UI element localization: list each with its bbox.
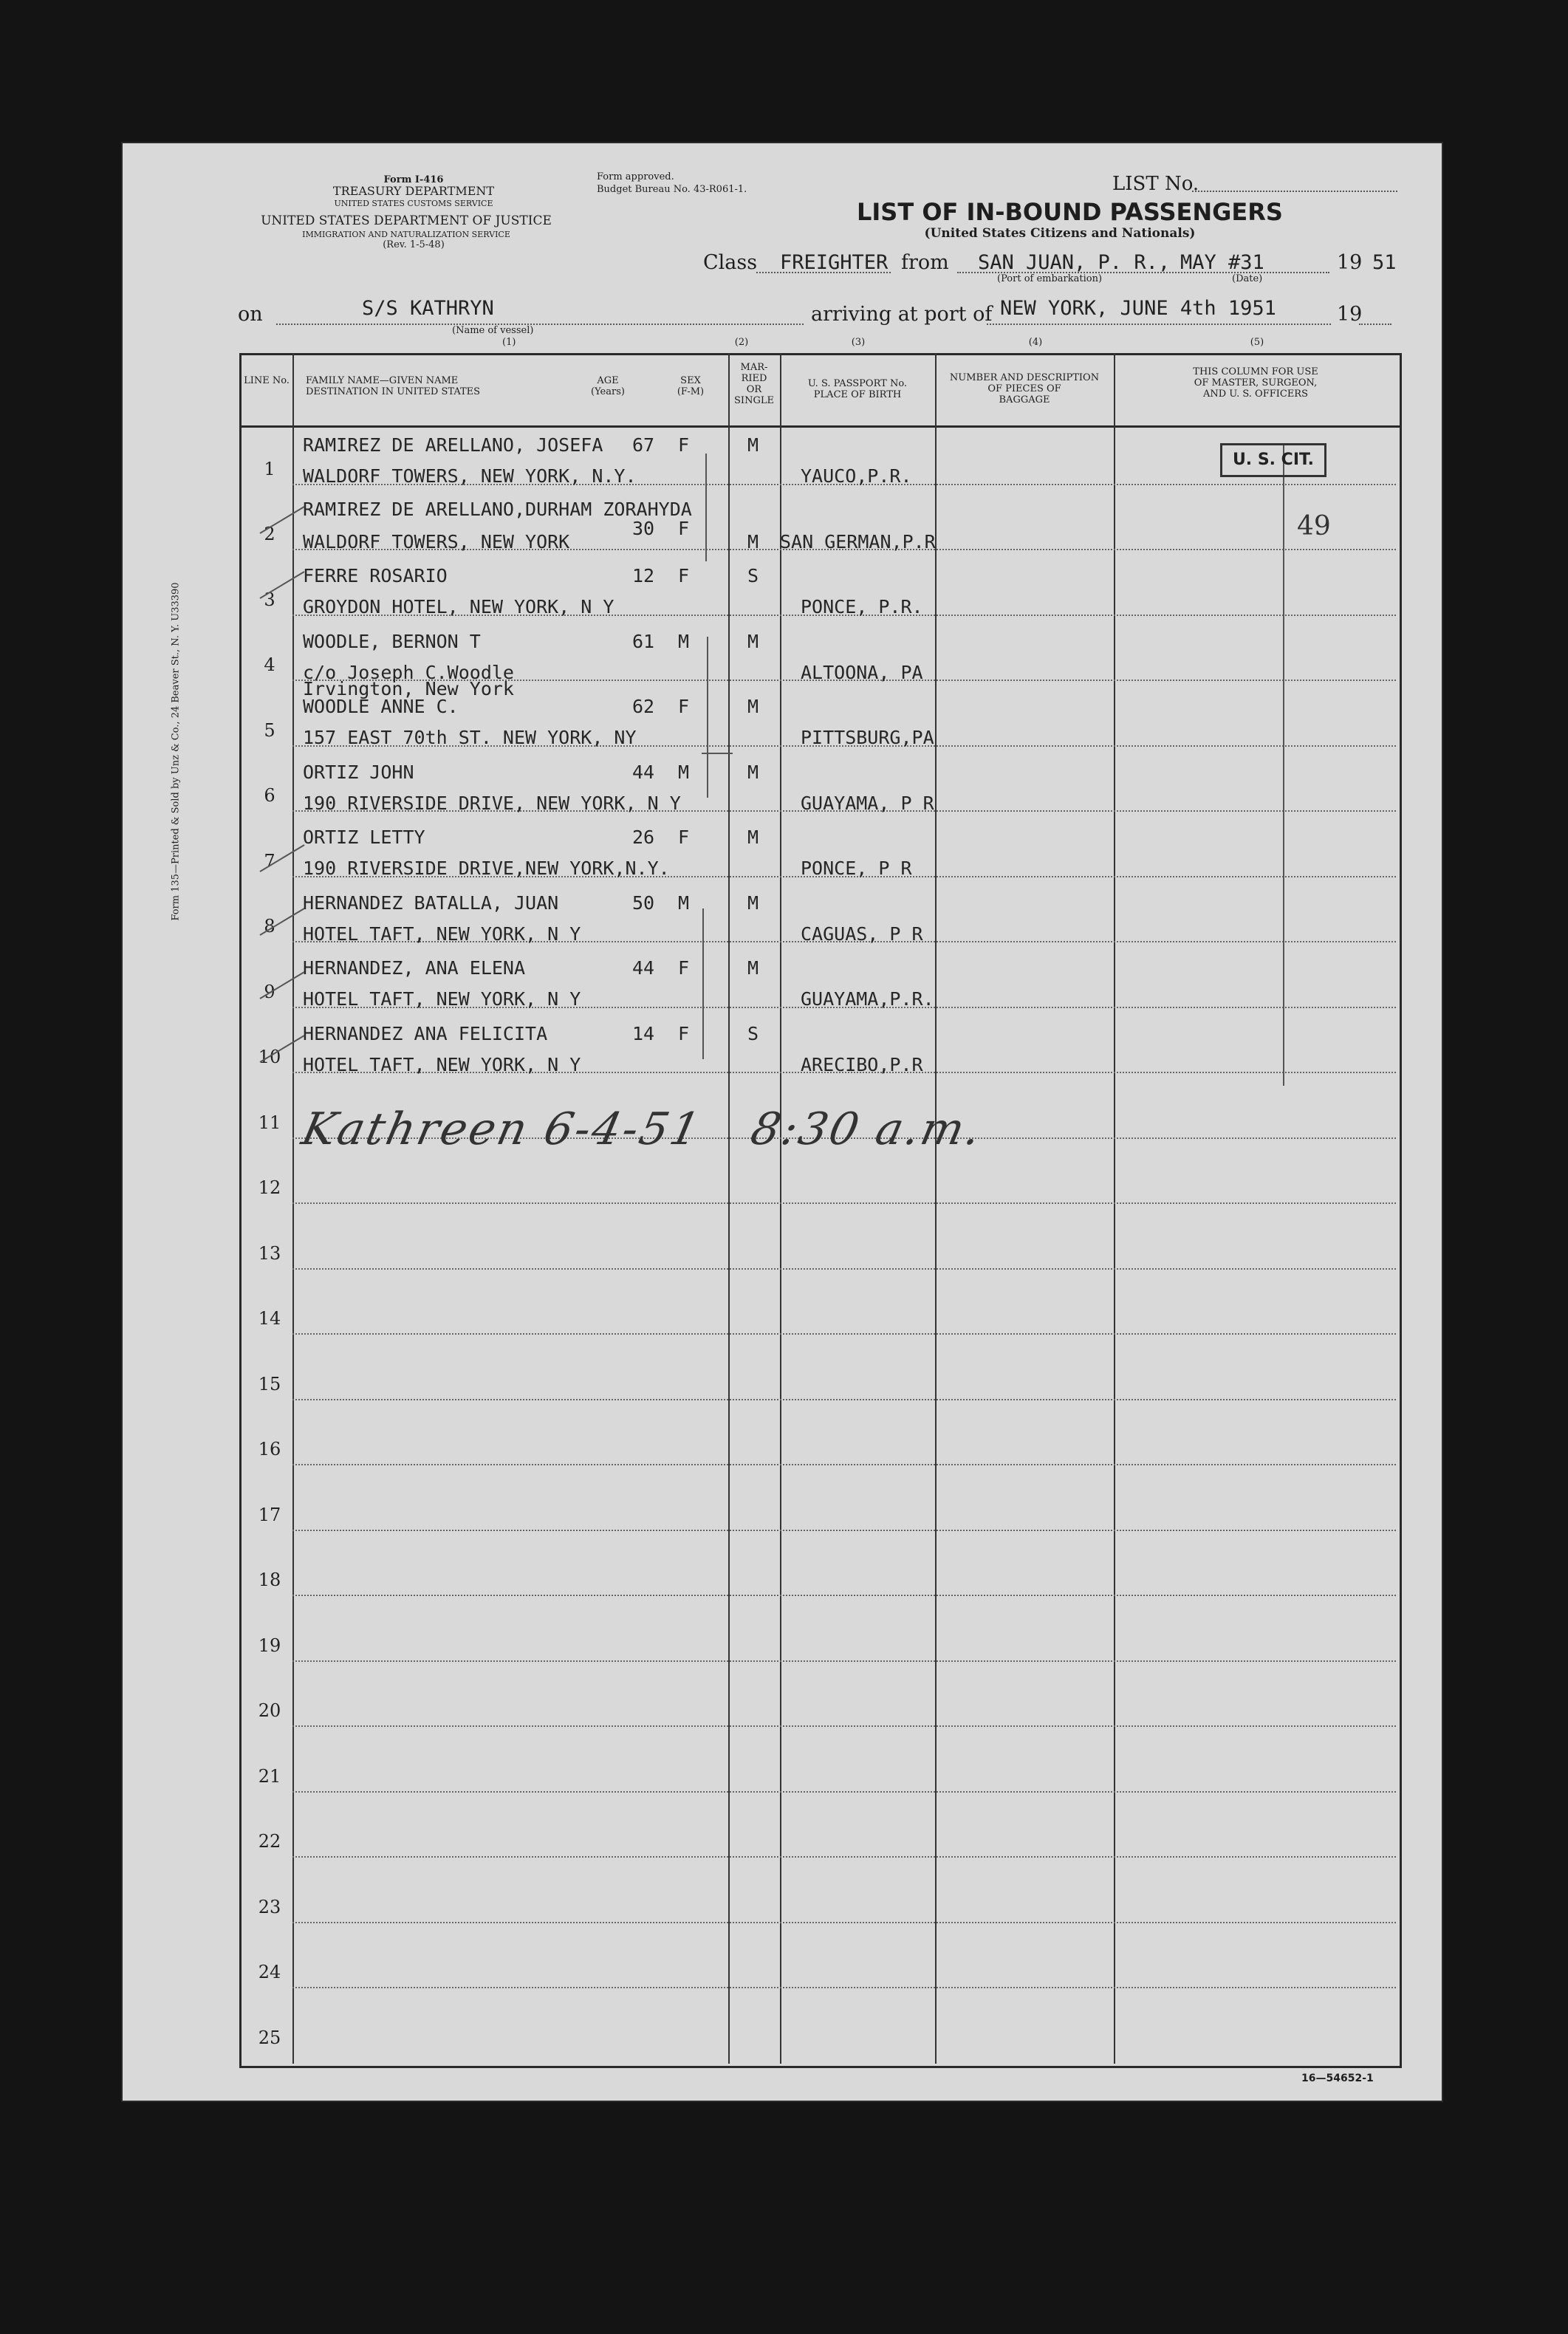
col-num-2: (2) [734,337,749,348]
passenger-age: 44 [632,761,655,783]
passenger-destination: GROYDON HOTEL, NEW YORK, N Y [303,596,614,617]
passenger-age: 26 [632,827,655,848]
arrival-value[interactable]: NEW YORK, JUNE 4th 1951 [1000,297,1276,320]
passenger-age: 14 [632,1022,655,1044]
passenger-age: 61 [632,630,655,652]
line-number: 5 [264,719,275,741]
passenger-sex: F [678,827,690,848]
passenger-birthplace: PONCE, P.R. [801,596,923,617]
passenger-name: WOODLE, BERNON T [303,630,481,652]
line-number: 6 [264,785,275,806]
line-number: 21 [258,1765,281,1787]
line-number: 18 [258,1570,281,1590]
line-number: 22 [258,1831,281,1852]
date-note: (Date) [1232,273,1263,284]
passenger-sex: M [678,761,690,783]
passenger-age: 50 [632,891,655,914]
col-num-5: (5) [1250,337,1264,348]
passenger-destination: WALDORF TOWERS, NEW YORK [303,530,570,552]
passenger-sex: M [678,630,690,652]
col-num-3: (3) [851,337,866,348]
form-subtitle: (United States Citizens and Nationals) [924,226,1196,241]
date-value[interactable]: MAY #31 [1180,251,1264,274]
passenger-birthplace: GUAYAMA,P.R. [801,988,934,1010]
arriving-label: arriving at port of [811,303,993,326]
passenger-destination: HOTEL TAFT, NEW YORK, N Y [303,923,581,945]
line-number: 4 [264,654,275,675]
passenger-name: ORTIZ JOHN [303,761,414,783]
passenger-destination: Irvington, New York [303,677,514,699]
passenger-marital: M [747,761,759,783]
budget-bureau: Budget Bureau No. 43-R061-1. [597,184,747,195]
passenger-birthplace: PONCE, P R [801,858,912,879]
passenger-destination: 190 RIVERSIDE DRIVE,NEW YORK,N.Y. [303,858,670,879]
passenger-sex: F [678,696,690,717]
line-number: 23 [258,1896,281,1917]
passenger-name: WOODLE ANNE C. [303,696,459,717]
passenger-name: RAMIREZ DE ARELLANO, JOSEFA [303,434,603,456]
handwritten-signature: Kathreen 6-4-51 [297,1103,707,1155]
from-value[interactable]: SAN JUAN, P. R., [978,251,1171,274]
passenger-marital: M [747,827,759,848]
passenger-age: 62 [632,696,655,717]
dept-ins: IMMIGRATION AND NATURALIZATION SERVICE [302,230,510,239]
passenger-destination: HOTEL TAFT, NEW YORK, N Y [303,1053,581,1075]
line-number: 24 [258,1962,281,1982]
header-line-no: LINE No. [244,375,290,386]
line-number: 8 [264,916,275,937]
passenger-birthplace: SAN GERMAN,P.R [780,530,936,552]
form-approved: Form approved. [597,171,674,182]
passenger-name: HERNANDEZ, ANA ELENA [303,957,526,979]
passenger-name: ORTIZ LETTY [303,827,425,848]
passenger-marital: M [747,891,759,914]
line-number: 14 [258,1308,281,1329]
passenger-birthplace: YAUCO,P.R. [801,465,912,487]
passenger-marital: M [747,530,759,552]
passenger-sex: F [678,1022,690,1044]
header-married: MAR- RIED OR SINGLE [734,362,774,406]
passenger-age: 12 [632,565,655,586]
header-sex: SEX (F-M) [677,375,705,397]
arrival-year-prefix: 19 [1337,303,1363,326]
passenger-destination: 157 EAST 70th ST. NEW YORK, NY [303,727,637,748]
line-number: 20 [258,1700,281,1721]
dept-justice: UNITED STATES DEPARTMENT OF JUSTICE [261,213,552,228]
line-number: 10 [258,1047,281,1067]
form-number: Form I-416 [383,174,444,185]
dept-treasury: TREASURY DEPARTMENT [332,184,495,198]
line-number: 16 [258,1439,281,1459]
embark-note: (Port of embarkation) [997,273,1103,284]
passenger-sex: F [678,565,690,586]
line-number: 3 [264,589,275,610]
line-number: 25 [258,2027,281,2048]
vessel-note: (Name of vessel) [452,325,534,336]
header-passport: U. S. PASSPORT No. PLACE OF BIRTH [807,378,908,400]
passenger-name: FERRE ROSARIO [303,565,448,586]
line-number: 15 [258,1373,281,1394]
col-num-4: (4) [1028,337,1043,348]
from-label: from [901,251,949,274]
form-revision: (Rev. 1-5-48) [383,239,445,250]
passenger-name: HERNANDEZ BATALLA, JUAN [303,891,559,914]
dept-customs: UNITED STATES CUSTOMS SERVICE [334,199,493,208]
header-baggage: NUMBER AND DESCRIPTION OF PIECES OF BAGGAGE [949,372,1100,405]
year-value[interactable]: 51 [1372,251,1397,274]
line-number: 9 [264,981,275,1002]
passenger-destination: HOTEL TAFT, NEW YORK, N Y [303,988,581,1010]
handwritten-time: 8:30 a.m. [746,1103,988,1155]
line-number: 11 [258,1112,281,1133]
line-number: 12 [258,1177,281,1198]
passenger-marital: S [747,565,759,586]
form-title: LIST OF IN-BOUND PASSENGERS [857,198,1283,226]
passenger-marital: M [747,630,759,652]
passenger-birthplace: PITTSBURG,PA [801,727,934,748]
class-value[interactable]: FREIGHTER [780,251,889,274]
header-officer: THIS COLUMN FOR USE OF MASTER, SURGEON, AND U. S. OFFICERS [1193,366,1318,400]
citizen-stamp: U. S. CIT. [1220,443,1326,477]
line-number: 1 [264,458,275,479]
passenger-age: 67 [632,434,655,456]
passenger-name: RAMIREZ DE ARELLANO,DURHAM ZORAHYDA [303,498,692,520]
header-name: FAMILY NAME—GIVEN NAME DESTINATION IN UNITED STATES [306,375,481,397]
passenger-birthplace: ARECIBO,P.R [801,1053,923,1075]
line-number: 2 [264,524,275,544]
passenger-birthplace: CAGUAS, P R [801,923,923,945]
list-no-label: LIST No. [1112,173,1199,195]
passenger-destination: c/o Joseph C.Woodle [303,661,514,683]
class-label: Class [703,251,758,274]
passenger-name: HERNANDEZ ANA FELICITA [303,1022,548,1044]
passenger-marital: M [747,434,759,456]
year-prefix: 19 [1337,251,1363,274]
passenger-age: 44 [632,957,655,979]
passenger-birthplace: ALTOONA, PA [801,661,923,683]
printer-note: Form 135—Printed & Sold by Unz & Co., 24 Beaver St., N. Y. U33390 [170,582,182,921]
vessel-name[interactable]: S/S KATHRYN [362,297,494,320]
passenger-sex: F [678,434,690,456]
on-label: on [238,303,263,326]
header-age: AGE (Years) [591,375,625,397]
line-number: 19 [258,1635,281,1656]
passenger-destination: 190 RIVERSIDE DRIVE, NEW YORK, N Y [303,792,681,814]
passenger-birthplace: GUAYAMA, P R [801,792,934,814]
line-number: 17 [258,1504,281,1525]
vessel-col-num: (1) [502,337,516,348]
footer-code: 16—54652-1 [1301,2073,1374,2084]
passenger-marital: M [747,957,759,979]
passenger-marital: S [747,1022,759,1044]
passenger-destination: WALDORF TOWERS, NEW YORK, N.Y. [303,465,637,487]
passenger-sex: M [678,891,690,914]
passenger-age: 30 [632,517,655,539]
line-number: 13 [258,1242,281,1264]
line-number: 7 [264,850,275,872]
officer-number: 49 [1297,511,1331,541]
passenger-marital: M [747,696,759,717]
passenger-sex: F [678,517,690,539]
passenger-sex: F [678,957,690,979]
